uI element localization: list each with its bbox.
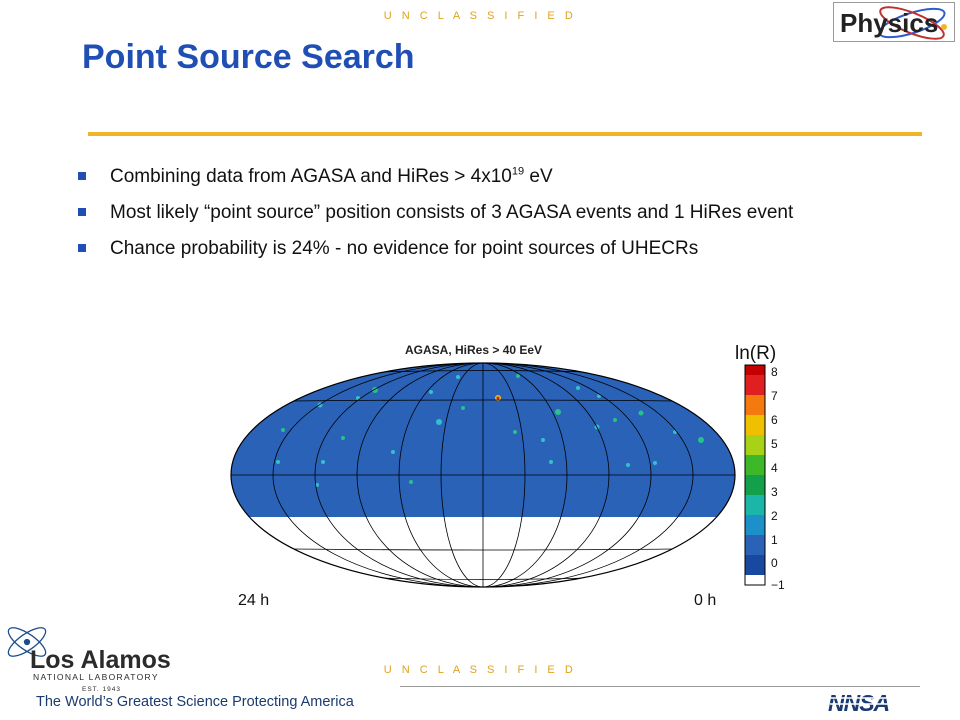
colorbar-tick: 3 bbox=[771, 485, 778, 499]
bullet-marker-icon bbox=[78, 172, 86, 180]
bullet-list bbox=[76, 166, 896, 274]
title-divider bbox=[88, 132, 922, 136]
colorbar-tick: 1 bbox=[771, 533, 778, 547]
bullet-marker-icon bbox=[78, 244, 86, 252]
bullet-item bbox=[76, 202, 896, 224]
lab-subtitle: NATIONAL LABORATORY bbox=[33, 672, 159, 682]
colorbar-tick: 5 bbox=[771, 437, 778, 451]
colorbar-tick: 4 bbox=[771, 461, 778, 475]
slide-title: Point Source Search bbox=[82, 38, 415, 76]
classification-bottom-label: U N C L A S S I F I E D bbox=[383, 664, 577, 676]
colorbar-tick: 6 bbox=[771, 413, 778, 427]
bullet-text: Chance probability is 24% - no evidence for point sources of UHECRs bbox=[110, 238, 699, 259]
colorbar-tick: −1 bbox=[771, 578, 785, 592]
axis-label-right: 0 h bbox=[694, 592, 717, 609]
figure-title: AGASA, HiRes > 40 EeV bbox=[405, 343, 543, 357]
colorbar-tick: 0 bbox=[771, 556, 778, 570]
bullet-text: Combining data from AGASA and HiRes > 4x10 bbox=[110, 166, 512, 187]
sky-map-figure bbox=[225, 330, 805, 615]
colorbar-ticks bbox=[771, 365, 785, 592]
bullet-superscript: 19 bbox=[511, 165, 525, 178]
classification-top-label: U N C L A S S I F I E D bbox=[383, 10, 577, 22]
bullet-text: Most likely “point source” position consists of 3 AGASA events and 1 HiRes event bbox=[110, 202, 794, 223]
sky-map bbox=[225, 330, 805, 615]
lab-established: EST. 1943 bbox=[82, 686, 121, 693]
footer-divider bbox=[400, 686, 920, 687]
bullet-item bbox=[76, 238, 896, 260]
axis-label-left: 24 h bbox=[238, 592, 270, 609]
exposure-region bbox=[225, 330, 805, 517]
colorbar-tick: 7 bbox=[771, 389, 778, 403]
physics-logo-text: Physics bbox=[840, 8, 939, 38]
bullet-marker-icon bbox=[78, 208, 86, 216]
lab-name: Los Alamos bbox=[30, 646, 171, 674]
colorbar bbox=[745, 365, 765, 585]
colorbar-tick: 8 bbox=[771, 365, 778, 379]
nnsa-logo-text: NNSA bbox=[828, 690, 890, 714]
colorbar-tick: 2 bbox=[771, 509, 778, 523]
lab-tagline: The World’s Greatest Science Protecting America bbox=[36, 694, 354, 710]
bullet-suffix: eV bbox=[524, 166, 553, 187]
nnsa-logo bbox=[826, 690, 926, 714]
colorbar-label: ln(R) bbox=[735, 343, 777, 364]
bullet-item bbox=[76, 166, 896, 188]
physics-logo bbox=[833, 2, 955, 42]
los-alamos-logo bbox=[0, 612, 400, 720]
